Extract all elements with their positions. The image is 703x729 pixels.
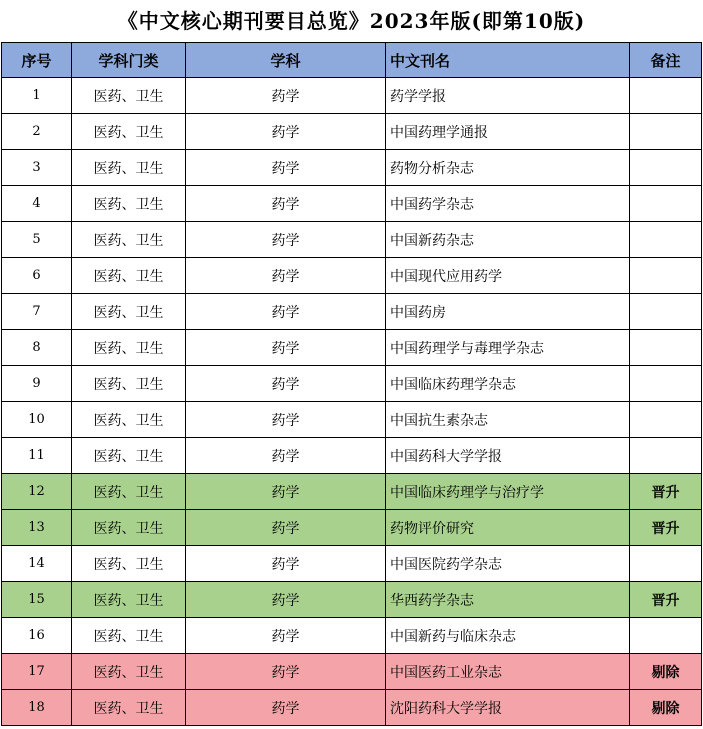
cell-subject: 药学 [186,690,386,726]
cell-journal-name: 中国临床药理学与治疗学 [386,474,630,510]
cell-index: 4 [2,186,72,222]
cell-note [630,402,702,438]
cell-index: 15 [2,582,72,618]
cell-subject: 药学 [186,510,386,546]
table-row [2,546,702,582]
cell-category: 医药、卫生 [72,366,186,402]
cell-journal-name: 中国医药工业杂志 [386,654,630,690]
cell-subject: 药学 [186,150,386,186]
cell-index: 17 [2,654,72,690]
table-row [2,222,702,258]
cell-category: 医药、卫生 [72,258,186,294]
cell-note [630,330,702,366]
cell-index: 6 [2,258,72,294]
cell-category: 医药、卫生 [72,402,186,438]
cell-index: 12 [2,474,72,510]
cell-category: 医药、卫生 [72,438,186,474]
table-row [2,402,702,438]
cell-index: 8 [2,330,72,366]
header-journal-name: 中文刊名 [386,43,630,78]
cell-category: 医药、卫生 [72,150,186,186]
table-row [2,330,702,366]
table-body [2,78,702,726]
cell-category: 医药、卫生 [72,294,186,330]
cell-category: 医药、卫生 [72,582,186,618]
header-index: 序号 [2,43,72,78]
cell-note [630,294,702,330]
cell-category: 医药、卫生 [72,330,186,366]
cell-subject: 药学 [186,186,386,222]
cell-index: 16 [2,618,72,654]
table-row [2,186,702,222]
journal-table [1,42,702,726]
cell-index: 9 [2,366,72,402]
table-row [2,582,702,618]
cell-journal-name: 中国新药杂志 [386,222,630,258]
cell-index: 7 [2,294,72,330]
cell-journal-name: 中国药理学与毒理学杂志 [386,330,630,366]
header-category: 学科门类 [72,43,186,78]
table-row [2,654,702,690]
cell-journal-name: 中国临床药理学杂志 [386,366,630,402]
cell-journal-name: 中国药理学通报 [386,114,630,150]
cell-index: 10 [2,402,72,438]
cell-note: 晋升 [630,474,702,510]
cell-category: 医药、卫生 [72,510,186,546]
cell-journal-name: 药物分析杂志 [386,150,630,186]
cell-journal-name: 中国新药与临床杂志 [386,618,630,654]
table-row [2,294,702,330]
cell-note: 晋升 [630,582,702,618]
cell-note [630,546,702,582]
cell-category: 医药、卫生 [72,186,186,222]
table-row [2,366,702,402]
cell-index: 11 [2,438,72,474]
cell-subject: 药学 [186,582,386,618]
cell-subject: 药学 [186,546,386,582]
cell-subject: 药学 [186,114,386,150]
cell-note [630,150,702,186]
cell-subject: 药学 [186,330,386,366]
cell-journal-name: 药学学报 [386,78,630,114]
cell-category: 医药、卫生 [72,654,186,690]
cell-journal-name: 沈阳药科大学学报 [386,690,630,726]
cell-journal-name: 药物评价研究 [386,510,630,546]
cell-index: 14 [2,546,72,582]
header-note: 备注 [630,43,702,78]
cell-subject: 药学 [186,654,386,690]
table-header-row [2,43,702,78]
cell-index: 2 [2,114,72,150]
cell-category: 医药、卫生 [72,690,186,726]
cell-journal-name: 中国抗生素杂志 [386,402,630,438]
table-row [2,150,702,186]
cell-subject: 药学 [186,618,386,654]
cell-journal-name: 中国药房 [386,294,630,330]
cell-subject: 药学 [186,222,386,258]
cell-note: 剔除 [630,690,702,726]
cell-subject: 药学 [186,438,386,474]
cell-index: 3 [2,150,72,186]
cell-note [630,366,702,402]
cell-note [630,78,702,114]
cell-subject: 药学 [186,474,386,510]
cell-index: 13 [2,510,72,546]
cell-note [630,222,702,258]
cell-category: 医药、卫生 [72,78,186,114]
cell-note [630,438,702,474]
cell-subject: 药学 [186,78,386,114]
cell-note [630,618,702,654]
table-row [2,258,702,294]
cell-category: 医药、卫生 [72,618,186,654]
cell-subject: 药学 [186,402,386,438]
cell-journal-name: 中国医院药学杂志 [386,546,630,582]
table-row [2,510,702,546]
cell-journal-name: 中国药科大学学报 [386,438,630,474]
cell-index: 18 [2,690,72,726]
table-row [2,618,702,654]
cell-journal-name: 中国现代应用药学 [386,258,630,294]
cell-note [630,114,702,150]
cell-note: 晋升 [630,510,702,546]
cell-index: 1 [2,78,72,114]
table-row [2,690,702,726]
cell-note [630,186,702,222]
cell-category: 医药、卫生 [72,474,186,510]
table-row [2,78,702,114]
table-row [2,114,702,150]
cell-subject: 药学 [186,258,386,294]
cell-note: 剔除 [630,654,702,690]
header-subject: 学科 [186,43,386,78]
cell-subject: 药学 [186,294,386,330]
cell-category: 医药、卫生 [72,222,186,258]
table-row [2,474,702,510]
cell-subject: 药学 [186,366,386,402]
cell-index: 5 [2,222,72,258]
table-row [2,438,702,474]
cell-note [630,258,702,294]
cell-journal-name: 华西药学杂志 [386,582,630,618]
page-title: 《中文核心期刊要目总览》2023年版(即第10版) [117,9,586,33]
cell-journal-name: 中国药学杂志 [386,186,630,222]
cell-category: 医药、卫生 [72,114,186,150]
cell-category: 医药、卫生 [72,546,186,582]
